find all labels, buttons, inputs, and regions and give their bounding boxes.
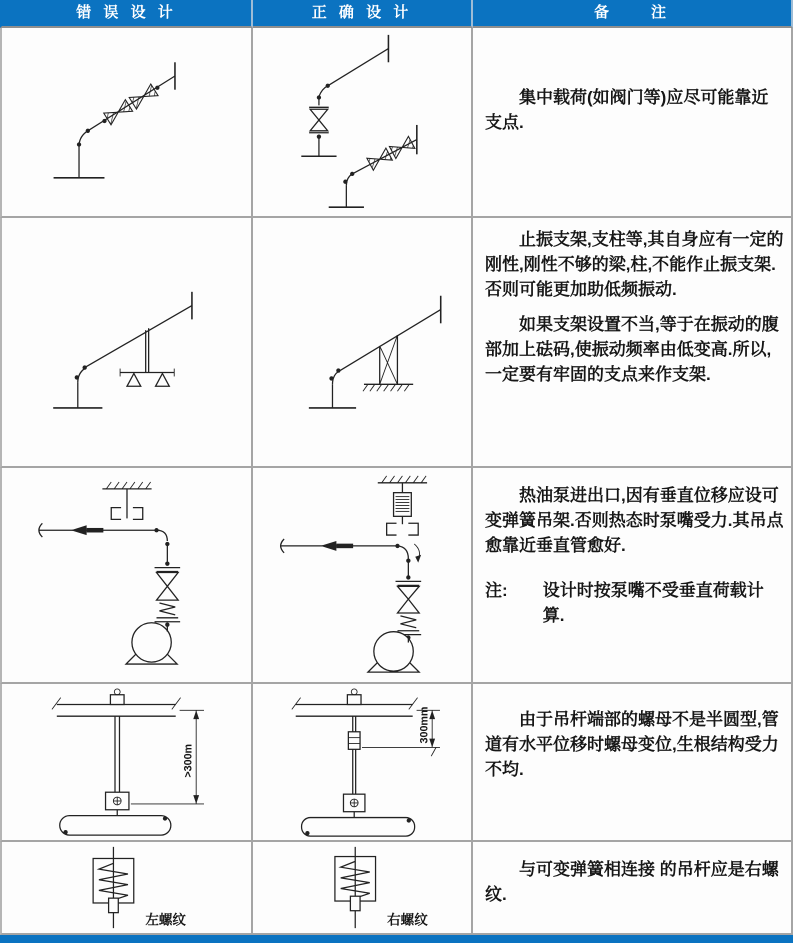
- pipe-run: [309, 296, 441, 408]
- pipe-icon: [302, 818, 415, 837]
- dimension: [131, 710, 204, 804]
- thread-connector: [109, 898, 119, 913]
- pipe-icon: [60, 816, 171, 835]
- weak-post-support-icon: [120, 328, 174, 386]
- note-paragraph: 止振支架,支柱等,其自身应有一定的刚性,刚性不够的梁,柱,不能作止振支架.否则可能更加助低频振动.: [485, 230, 784, 299]
- row1-correct-diagram: [253, 29, 471, 215]
- header-label-correct-design: 正 确 设 计: [311, 4, 413, 21]
- note-paragraph: 如果支架设置不当,等于在振动的腹部加上砝码,使振动频率由低变高.所以,一定要有牢固的支点来作支架.: [485, 314, 779, 384]
- ceiling-hatch: [378, 476, 427, 483]
- header-cell-correct-design: [253, 0, 473, 28]
- header-cell-notes: [473, 0, 793, 28]
- ceiling-hatch: [102, 482, 151, 489]
- nut-icon: [110, 689, 124, 705]
- spring-hanger-icon: [387, 483, 419, 535]
- dimension-label: >300m: [182, 743, 195, 778]
- valve-stack-icon: [396, 575, 422, 639]
- pump-icon: [126, 623, 177, 664]
- row4-wrong-design-cell: [0, 684, 253, 842]
- note-annotation-text: 设计时按泵嘴不受垂直荷载计算.: [542, 580, 764, 625]
- row3-wrong-design-cell: [0, 468, 253, 684]
- thread-label: 左螺纹: [145, 912, 186, 928]
- turnbuckle-icon: [348, 732, 360, 750]
- row2-correct-design-cell: [253, 218, 473, 468]
- row3-note-cell: [473, 468, 793, 684]
- row3-wrong-diagram: [2, 469, 251, 681]
- valve-icon: [309, 107, 329, 139]
- spring-hanger-icon: [335, 847, 376, 928]
- row1-wrong-diagram: [2, 29, 251, 215]
- valve-stack-icon: [155, 562, 181, 627]
- rigid-hanger-icon: [111, 489, 142, 520]
- dimension: [362, 707, 440, 757]
- pipe-run-valve-near-wall: [329, 125, 417, 207]
- note-paragraph: 与可变弹簧相连接 的吊杆应是右螺纹.: [485, 860, 779, 904]
- row4-correct-design-cell: [253, 684, 473, 842]
- header-label-notes: 备 注: [593, 4, 670, 21]
- note-paragraph: 集中载荷(如阀门等)应尽可能靠近支点.: [485, 88, 769, 132]
- row1-wrong-design-cell: [0, 28, 253, 218]
- row1-note-cell: [473, 28, 793, 218]
- note-annotation-label: 注:: [485, 580, 508, 600]
- row1-correct-design-cell: [253, 28, 473, 218]
- row5-wrong-diagram: [2, 843, 251, 932]
- row5-note-cell: [473, 842, 793, 935]
- ground-hatch: [363, 384, 409, 391]
- hanger-rod: [115, 716, 119, 792]
- row5-correct-design-cell: [253, 842, 473, 935]
- note-paragraph: 由于吊杆端部的螺母不是半圆型,管道有水平位移时螺母变位,生根结构受力不均.: [485, 710, 779, 779]
- pipe-run: [53, 292, 192, 408]
- row2-correct-diagram: [253, 219, 471, 465]
- valve-icon: [367, 148, 392, 170]
- bottom-bar: [0, 935, 793, 943]
- row3-correct-diagram: [253, 469, 471, 681]
- row4-wrong-diagram: [2, 685, 251, 839]
- valve-icon: [389, 136, 414, 158]
- braced-support-icon: [363, 335, 413, 391]
- valve-icon: [129, 84, 158, 109]
- pipe-run: [281, 539, 422, 575]
- valve-icon: [104, 100, 133, 125]
- dimension-label: 300mm: [418, 706, 431, 744]
- header-cell-wrong-design: [0, 0, 253, 28]
- flow-arrow-icon: [71, 525, 87, 535]
- row2-wrong-design-cell: [0, 218, 253, 468]
- row4-correct-diagram: [253, 685, 471, 839]
- row5-wrong-design-cell: [0, 842, 253, 935]
- pipe-run-valve-near-base: [301, 35, 388, 156]
- nut-icon: [347, 689, 361, 705]
- note-paragraph: 热油泵进出口,因有垂直位移应设可变弹簧吊架.否则热态时泵嘴受力.其吊点愈靠近垂直管愈好.: [485, 486, 784, 555]
- thread-label: 右螺纹: [387, 912, 428, 928]
- pump-icon: [368, 632, 419, 672]
- hanger-rod: [348, 716, 360, 794]
- note-annotation: [485, 579, 785, 629]
- pipe-clamp-icon: [106, 792, 129, 815]
- header-label-wrong-design: 错 误 设 计: [76, 4, 177, 21]
- thread-connector: [350, 896, 360, 911]
- spring-hanger-icon: [93, 847, 134, 928]
- row5-correct-diagram: [253, 843, 471, 932]
- row4-note-cell: [473, 684, 793, 842]
- flow-arrow-icon: [321, 541, 337, 551]
- pipe-clamp-icon: [343, 794, 364, 817]
- row2-wrong-diagram: [2, 219, 251, 465]
- pipe-run: [39, 523, 170, 561]
- row2-note-cell: [473, 218, 793, 468]
- row3-correct-design-cell: [253, 468, 473, 684]
